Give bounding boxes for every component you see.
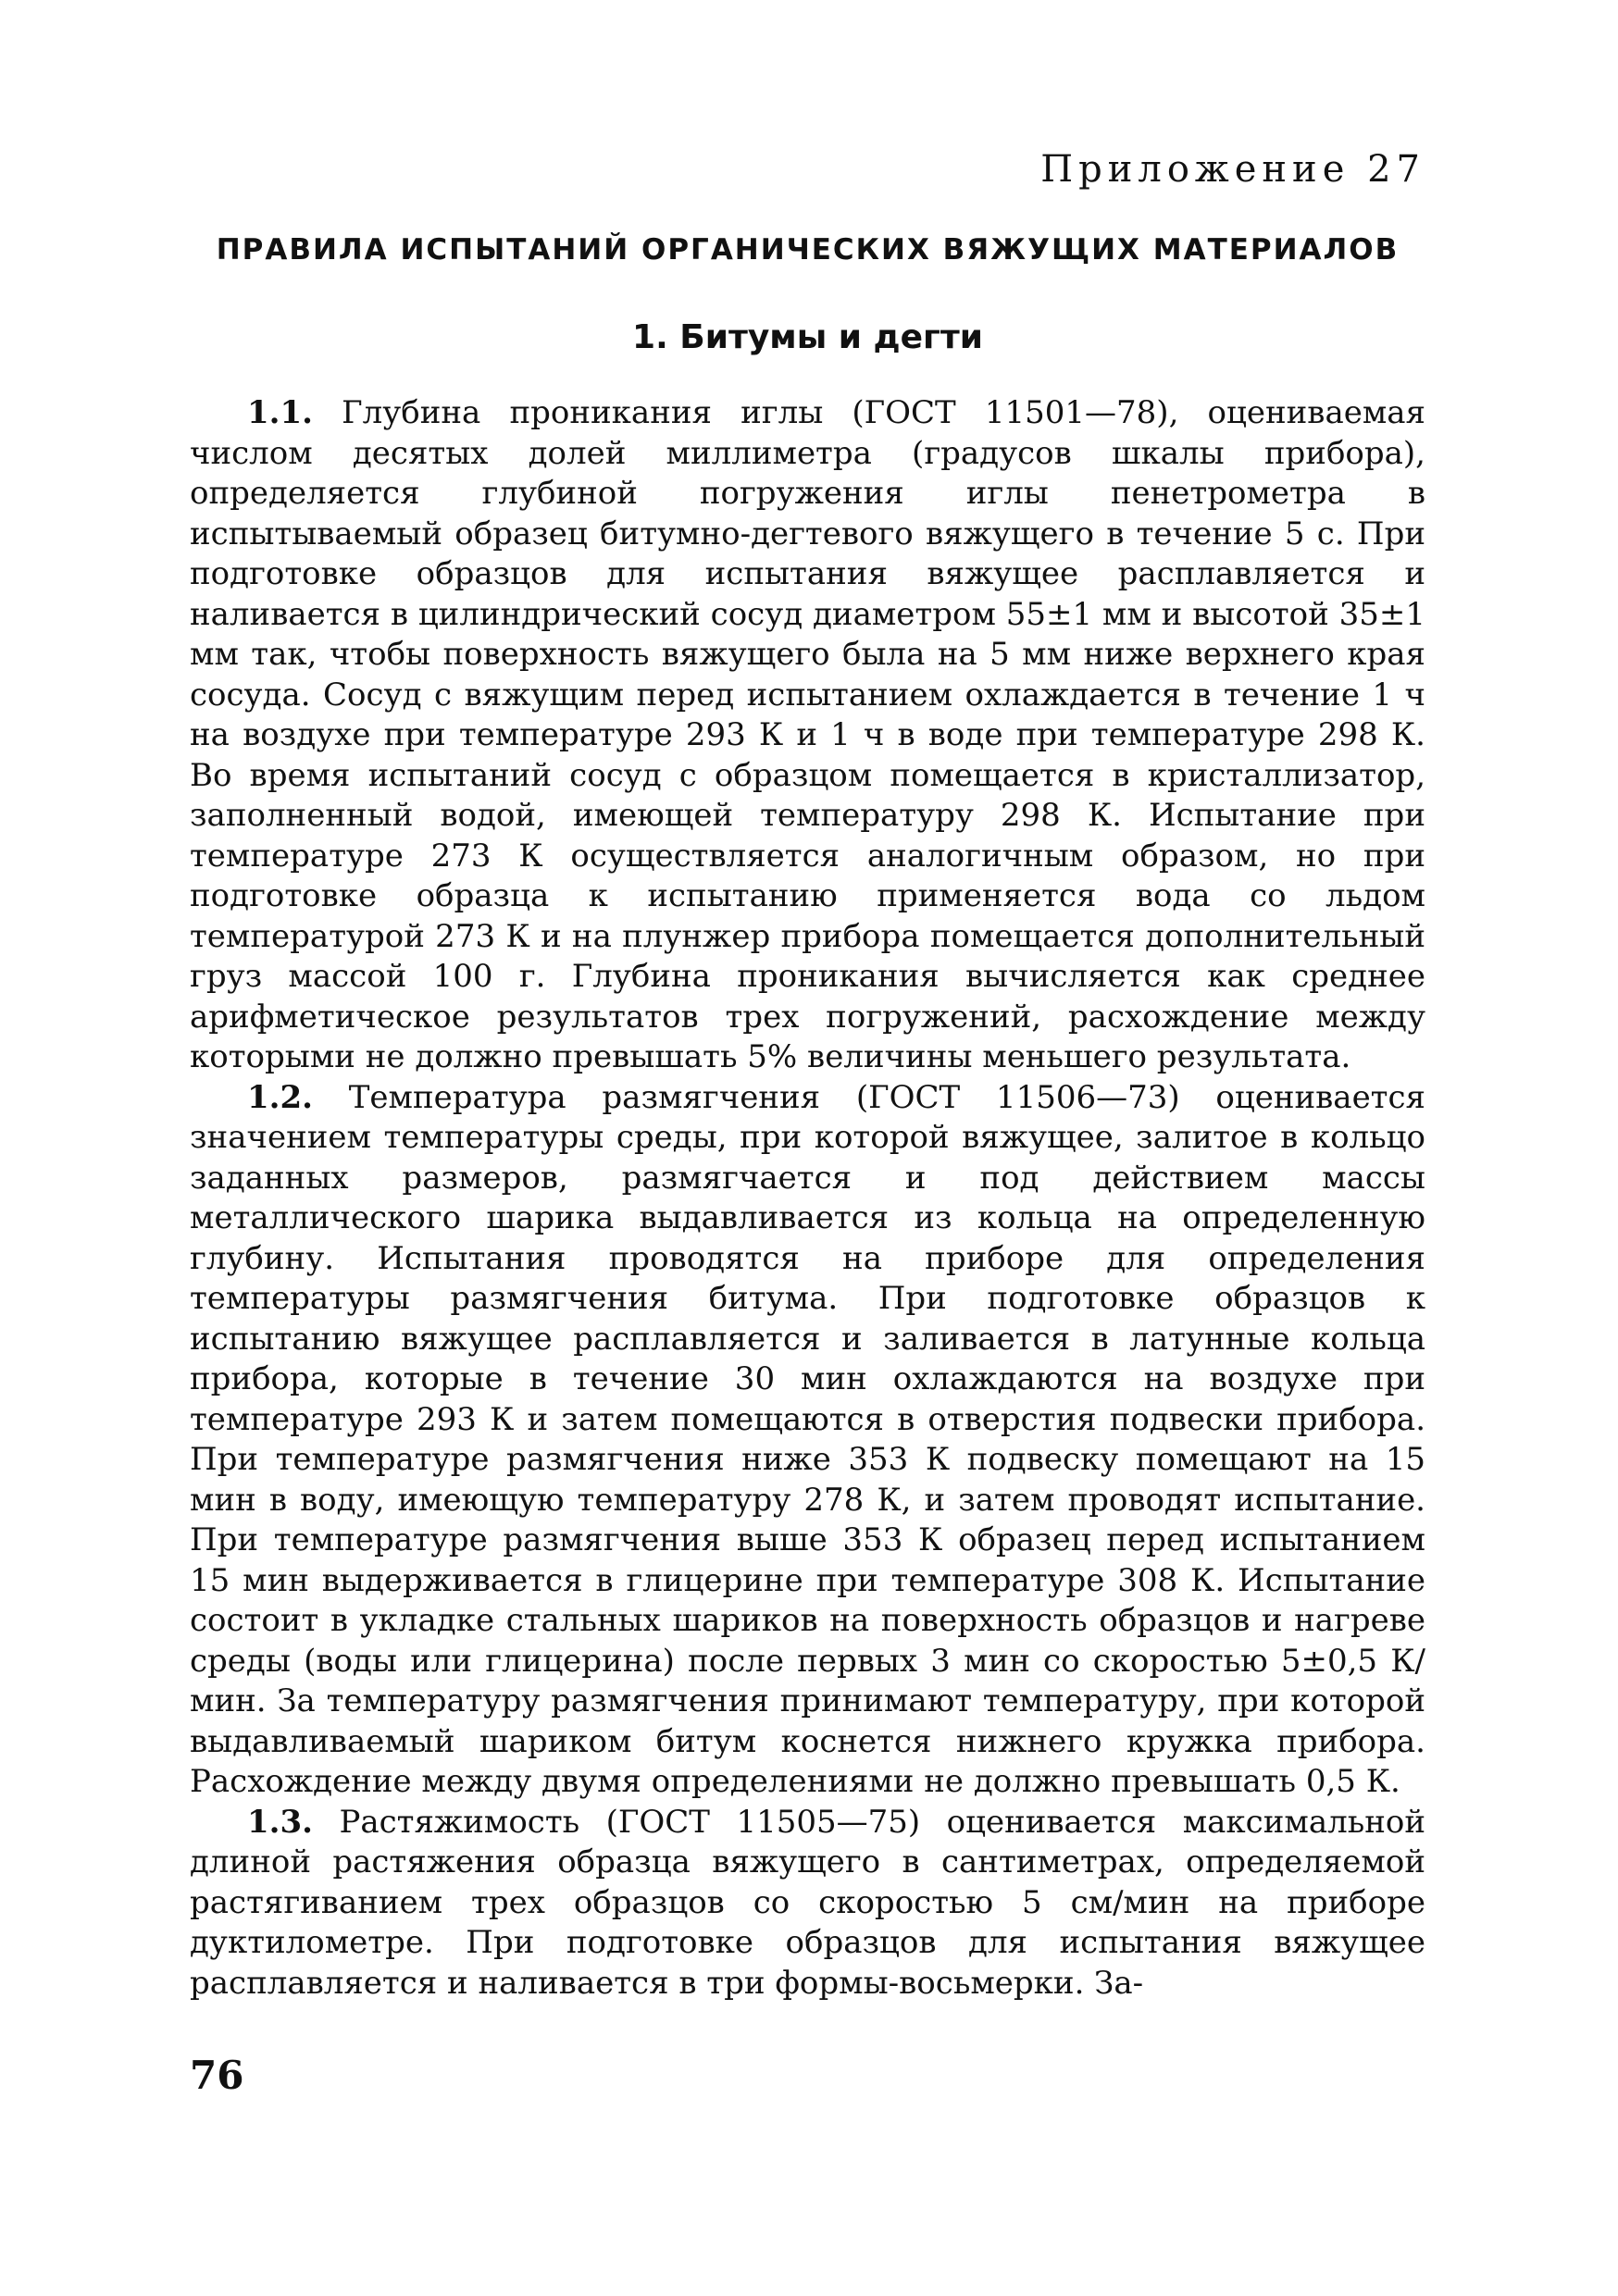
paragraph-text: Глубина проникания иглы (ГОСТ 11501—78), оцениваемая числом десятых долей миллиметра (градусов шкалы прибора), определяется глубиной погружения иглы пенетрометра в испытываемый образец битумно-дегтевого вяжущего в течение 5 с. При подготовке образцов для испытания вяжущее расплавляется и наливается в цилиндрический сосуд диаметром 55±1 мм и высотой 35±1 мм так, чтобы поверхность вяжущего была на 5 мм ниже верхнего края сосуда. Сосуд с вяжущим перед испытанием охлаждается в течение 1 ч на воздухе при температуре 293 К и 1 ч в воде при температуре 298 К. Во время испытаний сосуд с образцом помещается в кристаллизатор, заполненный водой, имеющей температуру 298 К. Испытание при температуре 273 К осуществляется аналогичным образом, но при подготовке образца к испытанию применяется вода со льдом температурой 273 К и на плунжер прибора помещается дополнительный груз массой 100 г. Глубина проникания вычисляется как среднее арифметическое результатов трех погружений, расхождение между которыми не должно превышать 5% величины меньшего результата. <box>190 394 1425 1075</box>
paragraph-text: Растяжимость (ГОСТ 11505—75) оценивается максимальной длиной растяжения образца вяжущего в сантиметрах, определяемой растягиванием трех образцов со скоростью 5 см/мин на приборе дуктилометре. При подготовке образцов для испытания вяжущее расплавляется и наливается в три формы-восьмерки. За- <box>190 1803 1425 2002</box>
paragraph-number: 1.3. <box>247 1803 313 1841</box>
appendix-label: Приложение 27 <box>1040 148 1425 191</box>
paragraph-number: 1.2. <box>247 1078 313 1116</box>
paragraph-text: Температура размягчения (ГОСТ 11506—73) оценивается значением температуры среды, при которой вяжущее, залитое в кольцо заданных размеров, размягчается и под действием массы металлического шарика выдавливается из кольца на определенную глубину. Испытания проводятся на приборе для определения температуры размягчения битума. При подготовке образцов к испытанию вяжущее расплавляется и заливается в латунные кольца прибора, которые в течение 30 мин охлаждаются на воздухе при температуре 293 К и затем помещаются в отверстия подвески прибора. При температуре размягчения ниже 353 К подвеску помещают на 15 мин в воду, имеющую температуру 278 К, и затем проводят испытание. При температуре размягчения выше 353 К образец перед испытанием 15 мин выдерживается в глицерине при температуре 308 К. Испытание состоит в укладке стальных шариков на поверхность образцов и нагреве среды (воды или глицерина) после первых 3 мин со скоростью 5±0,5 К/мин. За температуру размягчения принимают температуру, при которой выдавливаемый шариком битум коснется нижнего кружка прибора. Расхождение между двумя определениями не должно превышать 0,5 К. <box>190 1078 1425 1800</box>
paragraph-number: 1.1. <box>247 394 313 431</box>
page-number: 76 <box>190 2053 244 2098</box>
section-title: 1. Битумы и дегти <box>632 318 983 356</box>
document-page <box>190 139 1425 2203</box>
paragraph-1-1 <box>190 393 1425 1078</box>
paragraph-1-3 <box>190 1803 1425 2004</box>
paragraph-1-2 <box>190 1078 1425 1803</box>
main-title: ПРАВИЛА ИСПЫТАНИЙ ОРГАНИЧЕСКИХ ВЯЖУЩИХ МАТЕРИАЛОВ <box>216 233 1400 267</box>
